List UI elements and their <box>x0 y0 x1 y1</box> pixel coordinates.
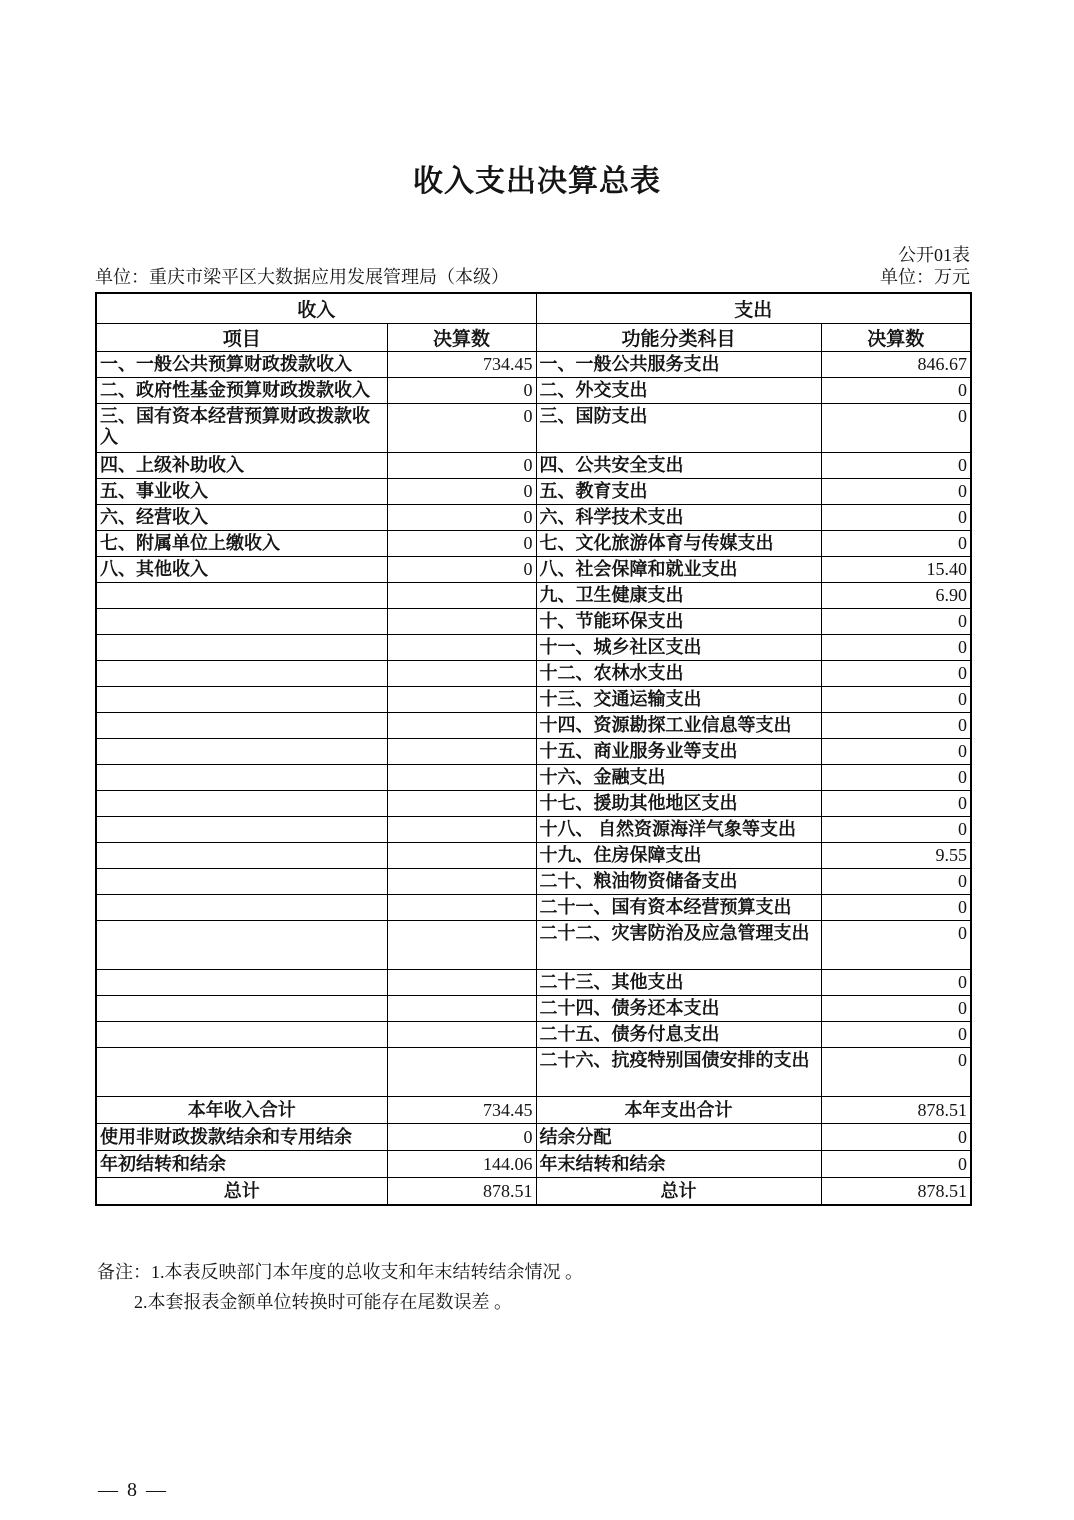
expense-value-cell: 0 <box>821 531 971 557</box>
table-row <box>96 352 971 378</box>
income-value-cell: 0 <box>387 1124 536 1151</box>
expense-item-cell: 二十二、灾害防治及应急管理支出 <box>536 921 821 970</box>
expense-section-header: 支出 <box>536 293 971 324</box>
expense-item-cell: 六、科学技术支出 <box>536 505 821 531</box>
table-row <box>96 557 971 583</box>
income-item-cell <box>96 661 387 687</box>
expense-item-cell: 一、一般公共服务支出 <box>536 352 821 378</box>
table-row <box>96 739 971 765</box>
expense-item-cell: 十二、农林水支出 <box>536 661 821 687</box>
expense-value-cell: 0 <box>821 996 971 1022</box>
expense-item-cell: 二十一、国有资本经营预算支出 <box>536 895 821 921</box>
unit-line <box>95 263 970 289</box>
income-item-cell <box>96 687 387 713</box>
col-header-expense-category: 功能分类科目 <box>536 324 821 352</box>
expense-item-cell: 总计 <box>536 1178 821 1205</box>
expense-item-cell: 十五、商业服务业等支出 <box>536 739 821 765</box>
table-row <box>96 1048 971 1097</box>
expense-value-cell: 0 <box>821 505 971 531</box>
expense-item-cell: 十、节能环保支出 <box>536 609 821 635</box>
table-row <box>96 765 971 791</box>
expense-value-cell: 0 <box>821 687 971 713</box>
table-row <box>96 869 971 895</box>
table-row <box>96 921 971 970</box>
expense-value-cell: 878.51 <box>821 1178 971 1205</box>
col-header-income-amount: 决算数 <box>387 324 536 352</box>
income-value-cell: 734.45 <box>387 352 536 378</box>
table-row <box>96 970 971 996</box>
table-row <box>96 609 971 635</box>
table-code-label: 公开01表 <box>898 245 970 265</box>
income-item-cell <box>96 843 387 869</box>
table-row <box>96 661 971 687</box>
income-value-cell: 0 <box>387 531 536 557</box>
expense-value-cell: 0 <box>821 479 971 505</box>
income-value-cell: 878.51 <box>387 1178 536 1205</box>
expense-value-cell: 0 <box>821 1048 971 1097</box>
income-value-cell <box>387 661 536 687</box>
income-value-cell <box>387 843 536 869</box>
income-value-cell: 734.45 <box>387 1097 536 1124</box>
table-row <box>96 1178 971 1205</box>
income-value-cell <box>387 635 536 661</box>
expense-item-cell: 五、教育支出 <box>536 479 821 505</box>
col-header-expense-amount: 决算数 <box>821 324 971 352</box>
note-line: 2.本套报表金额单位转换时可能存在尾数误差 。 <box>134 1292 512 1312</box>
income-item-cell: 年初结转和结余 <box>96 1151 387 1178</box>
expense-item-cell: 二十五、债务付息支出 <box>536 1022 821 1048</box>
table-row <box>96 635 971 661</box>
expense-value-cell: 0 <box>821 609 971 635</box>
expense-item-cell: 十七、援助其他地区支出 <box>536 791 821 817</box>
expense-value-cell: 0 <box>821 921 971 970</box>
expense-value-cell: 0 <box>821 895 971 921</box>
expense-item-cell: 七、文化旅游体育与传媒支出 <box>536 531 821 557</box>
income-item-cell <box>96 713 387 739</box>
table-row <box>96 1097 971 1124</box>
table-row <box>96 479 971 505</box>
income-item-cell: 五、事业收入 <box>96 479 387 505</box>
table-row <box>96 378 971 404</box>
expense-value-cell: 0 <box>821 713 971 739</box>
expense-value-cell: 0 <box>821 1022 971 1048</box>
income-value-cell <box>387 869 536 895</box>
expense-item-cell: 十一、城乡社区支出 <box>536 635 821 661</box>
expense-item-cell: 二十、粮油物资储备支出 <box>536 869 821 895</box>
section-header-row <box>96 293 971 324</box>
income-item-cell <box>96 1022 387 1048</box>
expense-item-cell: 三、国防支出 <box>536 404 821 453</box>
table-row <box>96 505 971 531</box>
expense-item-cell: 二十三、其他支出 <box>536 970 821 996</box>
expense-item-cell: 四、公共安全支出 <box>536 453 821 479</box>
income-item-cell <box>96 895 387 921</box>
expense-value-cell: 878.51 <box>821 1097 971 1124</box>
income-value-cell <box>387 817 536 843</box>
note-line: 备注：1.本表反映部门本年度的总收支和年末结转结余情况 。 <box>97 1262 583 1282</box>
expense-item-cell: 结余分配 <box>536 1124 821 1151</box>
income-item-cell: 七、附属单位上缴收入 <box>96 531 387 557</box>
income-item-cell: 四、上级补助收入 <box>96 453 387 479</box>
income-value-cell: 0 <box>387 479 536 505</box>
expense-item-cell: 九、卫生健康支出 <box>536 583 821 609</box>
income-item-cell: 总计 <box>96 1178 387 1205</box>
unit-name-label: 单位：重庆市梁平区大数据应用发展管理局（本级） <box>95 267 509 287</box>
expense-item-cell: 十九、住房保障支出 <box>536 843 821 869</box>
table-row <box>96 996 971 1022</box>
expense-value-cell: 0 <box>821 1151 971 1178</box>
income-value-cell <box>387 739 536 765</box>
expense-item-cell: 十三、交通运输支出 <box>536 687 821 713</box>
table-row <box>96 895 971 921</box>
income-item-cell <box>96 996 387 1022</box>
income-value-cell <box>387 1048 536 1097</box>
income-item-cell: 三、国有资本经营预算财政拨款收入 <box>96 404 387 453</box>
income-item-cell <box>96 970 387 996</box>
expense-value-cell: 0 <box>821 404 971 453</box>
table-row <box>96 713 971 739</box>
expense-value-cell: 0 <box>821 378 971 404</box>
income-value-cell <box>387 713 536 739</box>
income-item-cell <box>96 609 387 635</box>
expense-value-cell: 0 <box>821 765 971 791</box>
table-row <box>96 1124 971 1151</box>
expense-value-cell: 6.90 <box>821 583 971 609</box>
income-item-cell: 八、其他收入 <box>96 557 387 583</box>
table-row <box>96 791 971 817</box>
income-value-cell <box>387 791 536 817</box>
table-row <box>96 843 971 869</box>
table-row <box>96 404 971 453</box>
budget-table <box>95 292 972 1206</box>
notes <box>97 1257 583 1317</box>
expense-value-cell: 0 <box>821 739 971 765</box>
income-item-cell <box>96 765 387 791</box>
expense-value-cell: 0 <box>821 970 971 996</box>
income-value-cell: 0 <box>387 505 536 531</box>
expense-item-cell: 八、社会保障和就业支出 <box>536 557 821 583</box>
expense-value-cell: 0 <box>821 453 971 479</box>
table-row <box>96 453 971 479</box>
income-item-cell: 一、一般公共预算财政拨款收入 <box>96 352 387 378</box>
expense-item-cell: 二、外交支出 <box>536 378 821 404</box>
income-item-cell <box>96 921 387 970</box>
income-value-cell <box>387 921 536 970</box>
income-value-cell <box>387 583 536 609</box>
income-item-cell <box>96 869 387 895</box>
income-value-cell: 0 <box>387 453 536 479</box>
expense-item-cell: 年末结转和结余 <box>536 1151 821 1178</box>
income-value-cell: 0 <box>387 404 536 453</box>
income-value-cell <box>387 687 536 713</box>
income-item-cell: 六、经营收入 <box>96 505 387 531</box>
income-value-cell: 144.06 <box>387 1151 536 1178</box>
income-item-cell <box>96 635 387 661</box>
expense-value-cell: 0 <box>821 817 971 843</box>
expense-item-cell: 二十四、债务还本支出 <box>536 996 821 1022</box>
expense-value-cell: 15.40 <box>821 557 971 583</box>
income-value-cell <box>387 1022 536 1048</box>
expense-item-cell: 本年支出合计 <box>536 1097 821 1124</box>
income-value-cell: 0 <box>387 378 536 404</box>
table-row <box>96 583 971 609</box>
income-item-cell <box>96 583 387 609</box>
income-value-cell <box>387 609 536 635</box>
page-number: — 8 — <box>98 1479 168 1501</box>
income-item-cell <box>96 1048 387 1097</box>
col-header-income-item: 项目 <box>96 324 387 352</box>
expense-value-cell: 0 <box>821 1124 971 1151</box>
table-row <box>96 1151 971 1178</box>
table-row <box>96 687 971 713</box>
income-item-cell: 使用非财政拨款结余和专用结余 <box>96 1124 387 1151</box>
income-item-cell: 二、政府性基金预算财政拨款收入 <box>96 378 387 404</box>
unit-currency-label: 单位：万元 <box>880 267 970 287</box>
page-title: 收入支出决算总表 <box>413 165 661 198</box>
income-value-cell <box>387 970 536 996</box>
income-value-cell <box>387 765 536 791</box>
expense-value-cell: 846.67 <box>821 352 971 378</box>
income-value-cell <box>387 895 536 921</box>
table-row <box>96 1022 971 1048</box>
income-value-cell: 0 <box>387 557 536 583</box>
expense-item-cell: 十八、 自然资源海洋气象等支出 <box>536 817 821 843</box>
expense-value-cell: 0 <box>821 635 971 661</box>
income-item-cell <box>96 791 387 817</box>
expense-value-cell: 9.55 <box>821 843 971 869</box>
expense-value-cell: 0 <box>821 661 971 687</box>
expense-item-cell: 十四、资源勘探工业信息等支出 <box>536 713 821 739</box>
table-row <box>96 531 971 557</box>
income-item-cell <box>96 739 387 765</box>
column-header-row <box>96 324 971 352</box>
income-value-cell <box>387 996 536 1022</box>
income-item-cell: 本年收入合计 <box>96 1097 387 1124</box>
table-row <box>96 817 971 843</box>
expense-item-cell: 二十六、抗疫特别国债安排的支出 <box>536 1048 821 1097</box>
expense-value-cell: 0 <box>821 791 971 817</box>
expense-value-cell: 0 <box>821 869 971 895</box>
income-section-header: 收入 <box>96 293 536 324</box>
expense-item-cell: 十六、金融支出 <box>536 765 821 791</box>
income-item-cell <box>96 817 387 843</box>
